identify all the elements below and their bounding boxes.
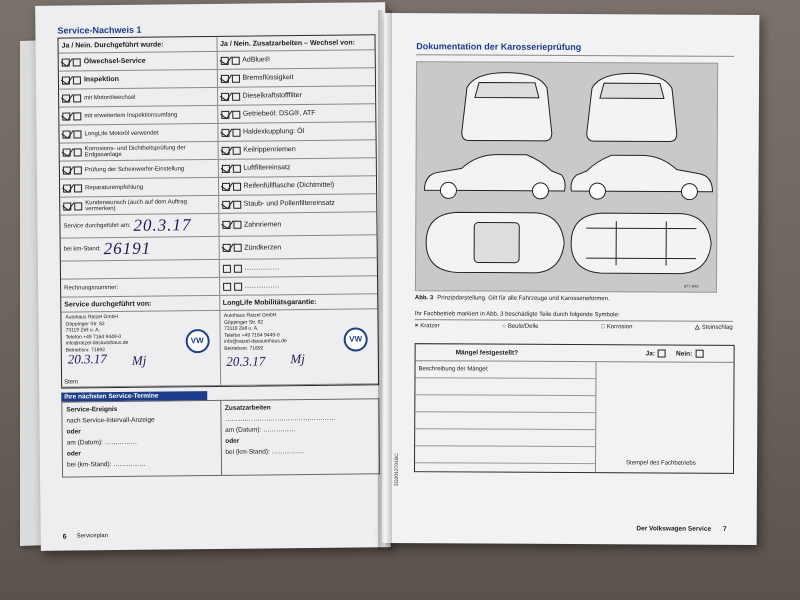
- extra-work-label: Staub- und Pollenfiltereinsatz: [243, 199, 335, 208]
- checkbox[interactable]: [73, 130, 81, 138]
- stamp-area[interactable]: [596, 362, 734, 473]
- checkbox[interactable]: [73, 58, 81, 66]
- extra-work-label: Getriebeöl: DSG®, ATF: [242, 109, 316, 118]
- figure-caption: [415, 295, 733, 303]
- damage-legend: [415, 322, 733, 331]
- next-service-line: ……………………………………………: [224, 414, 336, 423]
- defects-question: Mängel festgestellt?: [455, 348, 519, 357]
- right-page-title: Dokumentation der Karosserieprüfung: [416, 41, 734, 57]
- checkbox[interactable]: [221, 164, 229, 172]
- checkbox[interactable]: [220, 74, 228, 82]
- service-item-label: Korrosions- und Dichtheitsprüfung der Erdgasanlage: [84, 144, 186, 158]
- next-service-line: am (Datum): ……………: [225, 426, 296, 434]
- checkbox[interactable]: [232, 92, 240, 100]
- checkbox[interactable]: [223, 282, 231, 290]
- service-date-row: [60, 212, 376, 238]
- legend-label: Steinschlag: [701, 324, 733, 331]
- legend-item: [601, 323, 632, 330]
- description-line[interactable]: [415, 378, 595, 396]
- legend-label: Korrosion: [606, 323, 633, 330]
- checkbox[interactable]: [222, 221, 230, 229]
- yes-label: Ja:: [645, 349, 656, 357]
- stamp-line: Göppinger Str. 82: [65, 320, 105, 328]
- extra-work-label: Dieselkraftstofffilter: [242, 92, 302, 100]
- defects-form: [414, 343, 735, 474]
- next-service-title: Ihre nächsten Service-Termine: [61, 391, 207, 402]
- checkbox[interactable]: [74, 148, 82, 156]
- checkbox[interactable]: [233, 221, 241, 229]
- legend-item: [502, 323, 538, 330]
- checkbox[interactable]: [62, 130, 70, 138]
- checkbox[interactable]: [63, 202, 71, 210]
- next-service-event: [61, 400, 221, 478]
- checkbox[interactable]: [221, 92, 229, 100]
- legend-item: [415, 322, 440, 329]
- description-line[interactable]: [415, 446, 595, 464]
- stamp-line: Betriebsnr. 71692: [224, 344, 264, 352]
- invoice-label: Rechnungsnummer:: [64, 284, 119, 292]
- checkbox[interactable]: [231, 74, 239, 82]
- header-done: Ja / Nein. Durchgeführt wurde:: [61, 41, 164, 50]
- checkbox[interactable]: [63, 148, 71, 156]
- checkbox[interactable]: [73, 112, 81, 120]
- diagram-code: 977-846: [683, 283, 699, 289]
- description-line[interactable]: [415, 412, 595, 430]
- defect-description-area[interactable]: [415, 361, 597, 472]
- left-page-number: 6: [62, 533, 67, 541]
- yes-checkbox[interactable]: [658, 349, 666, 357]
- km-row: [61, 235, 377, 261]
- service-rows: [59, 50, 377, 215]
- signature: Mj: [290, 351, 305, 367]
- next-col1-title: Service-Ereignis: [66, 406, 118, 414]
- right-page-number: 7: [723, 525, 727, 533]
- service-item-label: Prüfung der Scheinwerfer-Einstellung: [84, 165, 185, 173]
- caption-text: Prinzipdarstellung. Gilt für alle Fahrzeuge und Karosserieformen.: [437, 295, 610, 303]
- legend-label: Beule/Delle: [507, 323, 539, 330]
- caption-label: Abb. 3: [414, 295, 434, 302]
- next-service-line: oder: [66, 450, 81, 458]
- checkbox[interactable]: [232, 110, 240, 118]
- checkbox[interactable]: [222, 200, 230, 208]
- service-date-label: Service durchgeführt am:: [63, 222, 131, 230]
- left-footer: [63, 533, 108, 540]
- description-line[interactable]: [415, 429, 595, 447]
- next-service-line: am (Datum): ……………: [66, 438, 138, 447]
- checkbox[interactable]: [222, 264, 230, 272]
- checkbox[interactable]: [62, 94, 70, 102]
- legend-symbol-icon: ×: [414, 322, 419, 329]
- checkbox[interactable]: [231, 56, 239, 64]
- left-page: [35, 2, 391, 551]
- extra-work-label: Reifenfüllflasche (Dichtmittel): [243, 181, 335, 190]
- dealer-stamps: [61, 309, 378, 387]
- no-label: Nein:: [675, 350, 693, 358]
- right-footer-text: Der Volkswagen Service: [636, 525, 712, 533]
- stamp-line: info@ratzel-dasautohaus.de: [224, 338, 287, 345]
- stamp-line: 73119 Zell u. A.: [224, 325, 259, 332]
- service-item-label: Ölwechsel-Service: [83, 57, 146, 66]
- blank-line: ……………: [244, 264, 280, 272]
- extra-work-label: AdBlue®: [242, 56, 271, 64]
- legend-symbol-icon: △: [695, 324, 700, 331]
- legend-symbol-icon: □: [601, 323, 605, 330]
- checkbox[interactable]: [222, 244, 230, 252]
- extra-work-label: Luftfiltereinsatz: [243, 164, 291, 172]
- next-col2-title: Zusatzarbeiten: [224, 404, 271, 412]
- checkbox[interactable]: [62, 76, 70, 84]
- right-footer: [636, 525, 726, 532]
- stamp-line: Telefon +49 7164 9449-0: [224, 331, 280, 339]
- checkbox[interactable]: [73, 76, 81, 84]
- header-extra: Ja / Nein. Zusatzarbeiten – Wechsel von:: [216, 35, 375, 51]
- checkbox[interactable]: [221, 110, 229, 118]
- checkbox[interactable]: [222, 182, 230, 190]
- stamp-line: info@ratzel-dasautohaus.de: [65, 339, 129, 347]
- checkbox[interactable]: [232, 164, 240, 172]
- service-item-label: mit Motorölwechsel: [84, 94, 136, 101]
- extra-work-label: Haldexkupplung: Öl: [242, 128, 305, 136]
- checkbox[interactable]: [73, 94, 81, 102]
- stamp-line: 73119 Zell u. A.: [65, 327, 100, 334]
- vw-logo-icon: VW: [344, 327, 368, 351]
- dealer-stamp-1: [61, 311, 219, 387]
- stamp-date: 20.3.17: [67, 351, 107, 367]
- next-service-line: bei (km-Stand): ……………: [66, 460, 146, 469]
- checkbox[interactable]: [63, 184, 71, 192]
- legend-intro: Ihr Fachbetrieb markiert in Abb. 3 beschädigte Teile durch folgende Symbole:: [415, 311, 733, 322]
- legend-item: [695, 324, 733, 331]
- legend-symbol-icon: ○: [502, 323, 506, 330]
- checkbox[interactable]: [221, 128, 229, 136]
- service-item-label: Reparaturempfehlung: [85, 184, 144, 191]
- km-value[interactable]: 26191: [103, 238, 152, 259]
- car-body-diagram[interactable]: [415, 61, 718, 293]
- service-by-label: Service durchgeführt von:: [64, 300, 152, 309]
- no-checkbox[interactable]: [695, 350, 703, 358]
- checkbox[interactable]: [233, 244, 241, 252]
- extra-work-label: Bremsflüssigkeit: [242, 74, 294, 82]
- stamp-line: Autohaus Ratzel GmbH: [65, 313, 118, 321]
- stamp-label: Stempel des Fachbetriebs: [626, 460, 696, 467]
- service-record-form: [57, 34, 379, 388]
- checkbox[interactable]: [234, 282, 242, 290]
- checkbox[interactable]: [62, 58, 70, 66]
- side-code: 3G0012701BC: [393, 453, 401, 487]
- checkbox[interactable]: [232, 146, 240, 154]
- vw-logo-icon: VW: [185, 329, 209, 353]
- left-footer-text: Serviceplan: [76, 533, 109, 540]
- legend-label: Kratzer: [420, 322, 440, 329]
- mobility-label: LongLife Mobilitätsgarantie:: [219, 294, 378, 310]
- next-service-line: oder: [66, 428, 81, 436]
- right-page: [382, 13, 760, 545]
- checkbox[interactable]: [220, 56, 228, 64]
- next-service-line: bei (km-Stand): ……………: [225, 448, 305, 456]
- stamp-date: 20.3.17: [226, 353, 266, 369]
- description-label: Beschreibung der Mängel:: [415, 361, 595, 379]
- stamp-line: Göppinger Str. 82: [223, 318, 264, 326]
- signature: Mj: [131, 352, 147, 368]
- next-service-line: oder: [225, 437, 240, 445]
- checkbox[interactable]: [63, 166, 71, 174]
- checkbox[interactable]: [74, 202, 82, 210]
- stamp-line: Telefon +49 7164 9449-0: [65, 333, 122, 341]
- checkbox[interactable]: [74, 184, 82, 192]
- checkbox[interactable]: [233, 200, 241, 208]
- service-date-value[interactable]: 20.3.17: [133, 215, 192, 235]
- book-gutter: [378, 10, 392, 550]
- checkbox[interactable]: [221, 146, 229, 154]
- stamp-line: Betriebsnr. 71692: [65, 346, 105, 354]
- service-item-label: LongLife Motoröl verwendet: [84, 130, 159, 137]
- left-page-title: Service-Nachweis 1: [57, 24, 142, 36]
- next-service-extra: [221, 398, 380, 476]
- checkbox[interactable]: [233, 182, 241, 190]
- car-outlines: [416, 62, 717, 292]
- checkbox[interactable]: [62, 112, 70, 120]
- description-line[interactable]: [415, 395, 595, 413]
- car-underbody-view: [571, 213, 711, 274]
- next-service-section: [61, 389, 380, 477]
- service-item-label: Inspektion: [83, 75, 119, 84]
- stamp-line: Autohaus Ratzel GmbH: [223, 312, 277, 319]
- checkbox[interactable]: [233, 264, 241, 272]
- next-service-line: nach Service-Intervall-Anzeige: [66, 416, 155, 425]
- checkbox[interactable]: [232, 128, 240, 136]
- checkbox[interactable]: [74, 166, 82, 174]
- service-item-label: mit erweitertem Inspektionsumfang: [84, 111, 178, 119]
- zuendkerzen-label: Zündkerzen: [244, 243, 282, 252]
- stamp-corner-text: Stem: [64, 378, 79, 386]
- dealer-stamp-2: [219, 309, 378, 385]
- zahnriemen-label: Zahnriemen: [243, 220, 282, 229]
- extra-work-label: Keilrippenriemen: [243, 146, 296, 154]
- defects-header: [416, 344, 734, 363]
- blank-line: ……………: [244, 282, 280, 290]
- service-item-label: Kundenwunsch (auch auf dem Auftrag vermerken): [85, 198, 187, 212]
- km-label: bei km-Stand:: [63, 246, 101, 253]
